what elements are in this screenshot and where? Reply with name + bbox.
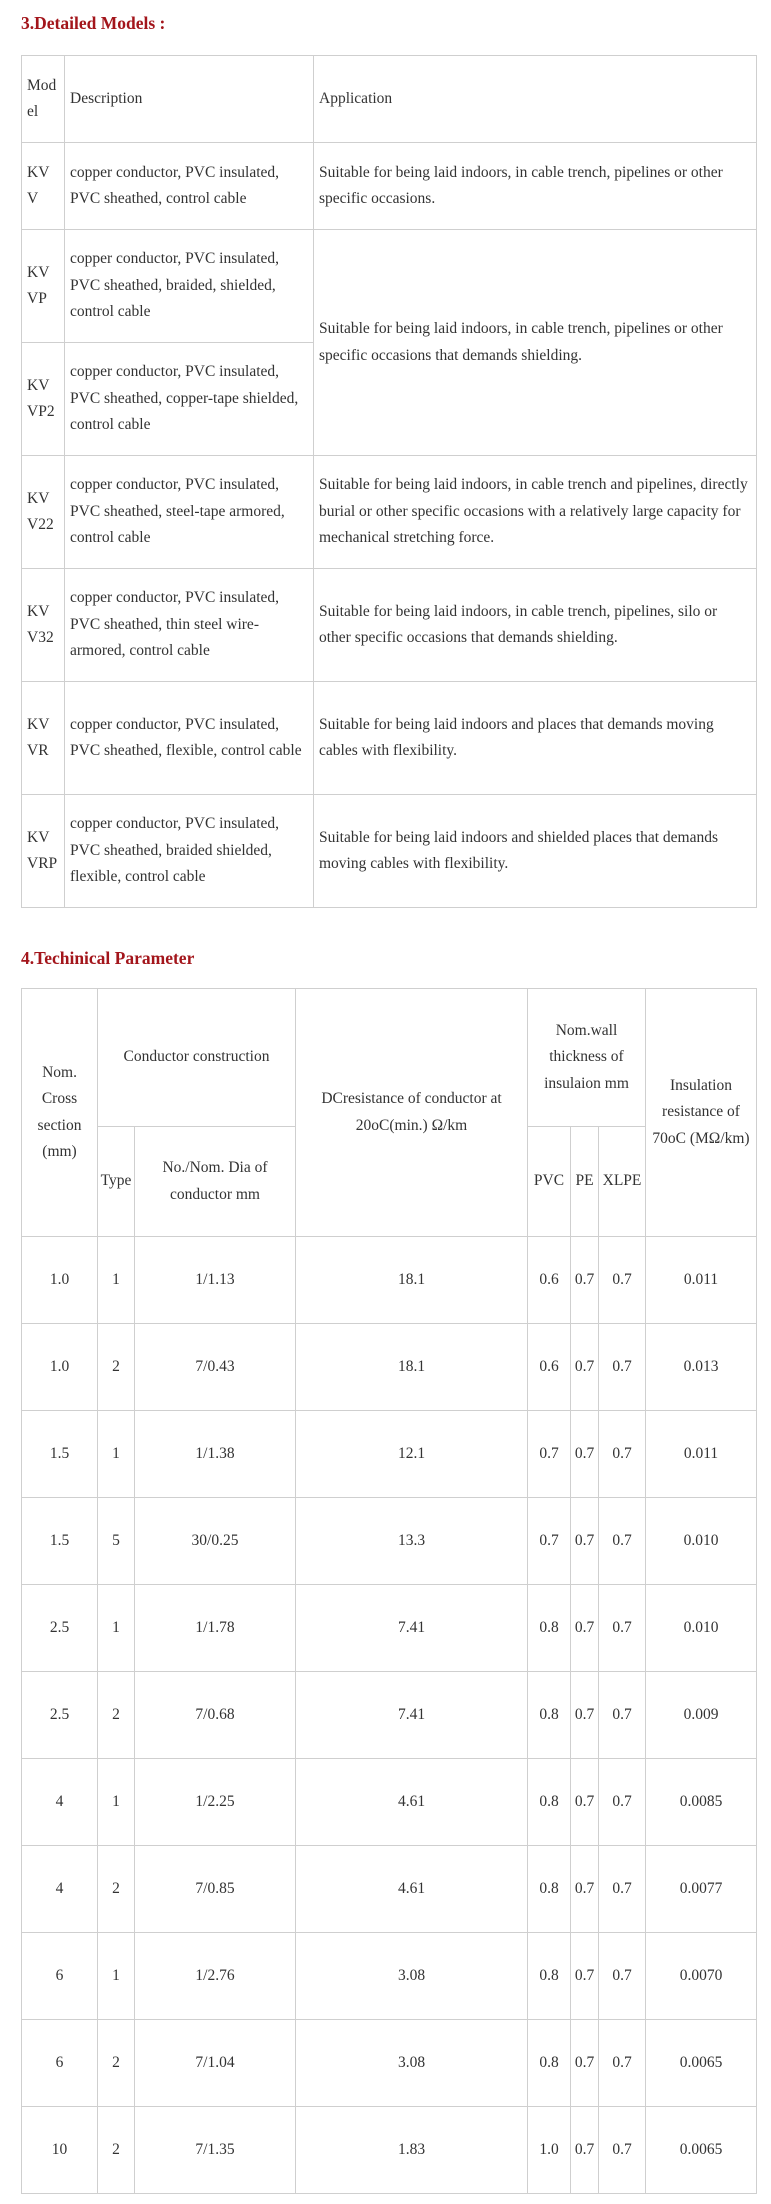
section-cell: 2.5 xyxy=(22,1672,98,1759)
section-cell: 1.0 xyxy=(22,1237,98,1324)
table-header-row xyxy=(22,56,757,143)
description-cell: copper conductor, PVC insulated, PVC sheathed, braided shielded, flexible, control cable xyxy=(65,795,314,908)
table-row xyxy=(22,1324,757,1411)
table-row xyxy=(22,1672,757,1759)
model-cell: KVVR xyxy=(22,682,65,795)
xlpe-header: XLPE xyxy=(599,1127,646,1237)
section-cell: 4 xyxy=(22,1759,98,1846)
type-cell: 1 xyxy=(98,1759,135,1846)
dia-header: No./Nom. Dia of conductor mm xyxy=(135,1127,296,1237)
pe-cell: 0.7 xyxy=(571,1324,599,1411)
dc-cell: 3.08 xyxy=(296,1933,528,2020)
conductor-header: Conductor construction xyxy=(98,989,296,1127)
xlpe-cell: 0.7 xyxy=(599,1411,646,1498)
description-header: Description xyxy=(65,56,314,143)
table-row xyxy=(22,2107,757,2194)
xlpe-cell: 0.7 xyxy=(599,1237,646,1324)
dc-cell: 3.08 xyxy=(296,2020,528,2107)
model-cell: KVVRP xyxy=(22,795,65,908)
pvc-cell: 0.7 xyxy=(528,1411,571,1498)
type-cell: 1 xyxy=(98,1585,135,1672)
dc-cell: 4.61 xyxy=(296,1759,528,1846)
insulation-cell: 0.0065 xyxy=(646,2020,757,2107)
dia-cell: 1/2.76 xyxy=(135,1933,296,2020)
dia-cell: 30/0.25 xyxy=(135,1498,296,1585)
model-cell: KVV32 xyxy=(22,569,65,682)
pvc-cell: 0.8 xyxy=(528,1672,571,1759)
pe-cell: 0.7 xyxy=(571,2020,599,2107)
section-cell: 4 xyxy=(22,1846,98,1933)
pvc-cell: 0.8 xyxy=(528,2020,571,2107)
table-row xyxy=(22,1759,757,1846)
pe-cell: 0.7 xyxy=(571,1933,599,2020)
insulation-cell: 0.011 xyxy=(646,1411,757,1498)
xlpe-cell: 0.7 xyxy=(599,1498,646,1585)
description-cell: copper conductor, PVC insulated, PVC sheathed, thin steel wire-armored, control cable xyxy=(65,569,314,682)
model-cell: KVV xyxy=(22,143,65,230)
dia-cell: 1/2.25 xyxy=(135,1759,296,1846)
application-cell: Suitable for being laid indoors, in cable trench, pipelines, silo or other specific occasions that demands shielding. xyxy=(314,569,757,682)
xlpe-cell: 0.7 xyxy=(599,1933,646,2020)
model-cell: KVVP2 xyxy=(22,343,65,456)
application-cell: Suitable for being laid indoors, in cable trench, pipelines or other specific occasions. xyxy=(314,143,757,230)
table-row xyxy=(22,1237,757,1324)
type-cell: 2 xyxy=(98,1324,135,1411)
xlpe-cell: 0.7 xyxy=(599,1846,646,1933)
dia-cell: 7/1.04 xyxy=(135,2020,296,2107)
xlpe-cell: 0.7 xyxy=(599,1759,646,1846)
table-row xyxy=(22,795,757,908)
section-cell: 10 xyxy=(22,2107,98,2194)
pvc-header: PVC xyxy=(528,1127,571,1237)
xlpe-cell: 0.7 xyxy=(599,1324,646,1411)
pvc-cell: 0.8 xyxy=(528,1846,571,1933)
application-cell: Suitable for being laid indoors, in cable trench, pipelines or other specific occasions that demands shielding. xyxy=(314,230,757,456)
cross-section-header: Nom. Cross section (mm) xyxy=(22,989,98,1237)
pe-cell: 0.7 xyxy=(571,2107,599,2194)
insulation-cell: 0.010 xyxy=(646,1498,757,1585)
pvc-cell: 0.6 xyxy=(528,1324,571,1411)
pe-cell: 0.7 xyxy=(571,1498,599,1585)
dia-cell: 7/0.43 xyxy=(135,1324,296,1411)
description-cell: copper conductor, PVC insulated, PVC sheathed, flexible, control cable xyxy=(65,682,314,795)
pvc-cell: 0.6 xyxy=(528,1237,571,1324)
type-cell: 2 xyxy=(98,1672,135,1759)
type-cell: 5 xyxy=(98,1498,135,1585)
dia-cell: 1/1.13 xyxy=(135,1237,296,1324)
type-header: Type xyxy=(98,1127,135,1237)
technical-parameter-table xyxy=(21,988,757,2194)
table-row xyxy=(22,143,757,230)
dc-cell: 18.1 xyxy=(296,1324,528,1411)
application-cell: Suitable for being laid indoors and shielded places that demands moving cables with flexibility. xyxy=(314,795,757,908)
section-cell: 1.5 xyxy=(22,1411,98,1498)
dc-resistance-header: DCresistance of conductor at 20oC(min.) Ω/km xyxy=(296,989,528,1237)
table-row xyxy=(22,456,757,569)
xlpe-cell: 0.7 xyxy=(599,1672,646,1759)
description-cell: copper conductor, PVC insulated, PVC sheathed, steel-tape armored, control cable xyxy=(65,456,314,569)
description-cell: copper conductor, PVC insulated, PVC sheathed, control cable xyxy=(65,143,314,230)
pe-cell: 0.7 xyxy=(571,1237,599,1324)
dc-cell: 12.1 xyxy=(296,1411,528,1498)
insulation-cell: 0.010 xyxy=(646,1585,757,1672)
insulation-cell: 0.0077 xyxy=(646,1846,757,1933)
detailed-models-table xyxy=(21,55,757,908)
section-cell: 2.5 xyxy=(22,1585,98,1672)
dc-cell: 13.3 xyxy=(296,1498,528,1585)
xlpe-cell: 0.7 xyxy=(599,2107,646,2194)
type-cell: 2 xyxy=(98,1846,135,1933)
pe-cell: 0.7 xyxy=(571,1672,599,1759)
table-row xyxy=(22,1585,757,1672)
table-row xyxy=(22,1933,757,2020)
application-cell: Suitable for being laid indoors, in cable trench and pipelines, directly burial or other specific occasions with a relatively large capacity for mechanical stretching force. xyxy=(314,456,757,569)
type-cell: 1 xyxy=(98,1933,135,2020)
insulation-cell: 0.011 xyxy=(646,1237,757,1324)
dc-cell: 7.41 xyxy=(296,1672,528,1759)
table-row xyxy=(22,1498,757,1585)
model-header: Model xyxy=(22,56,65,143)
pvc-cell: 0.7 xyxy=(528,1498,571,1585)
insulation-cell: 0.013 xyxy=(646,1324,757,1411)
insulation-cell: 0.0065 xyxy=(646,2107,757,2194)
dia-cell: 7/0.68 xyxy=(135,1672,296,1759)
pvc-cell: 0.8 xyxy=(528,1585,571,1672)
insulation-resistance-header: Insulation resistance of 70oC (MΩ/km) xyxy=(646,989,757,1237)
section-4-heading: 4.Techinical Parameter xyxy=(21,948,195,968)
dc-cell: 7.41 xyxy=(296,1585,528,1672)
section-3-heading: 3.Detailed Models : xyxy=(21,13,166,33)
pe-cell: 0.7 xyxy=(571,1411,599,1498)
model-cell: KVV22 xyxy=(22,456,65,569)
application-cell: Suitable for being laid indoors and places that demands moving cables with flexibility. xyxy=(314,682,757,795)
dc-cell: 1.83 xyxy=(296,2107,528,2194)
type-cell: 1 xyxy=(98,1411,135,1498)
xlpe-cell: 0.7 xyxy=(599,1585,646,1672)
dc-cell: 18.1 xyxy=(296,1237,528,1324)
wall-thickness-header: Nom.wall thickness of insulaion mm xyxy=(528,989,646,1127)
xlpe-cell: 0.7 xyxy=(599,2020,646,2107)
type-cell: 1 xyxy=(98,1237,135,1324)
section-cell: 1.5 xyxy=(22,1498,98,1585)
table-header-row xyxy=(22,989,757,1127)
description-cell: copper conductor, PVC insulated, PVC sheathed, copper-tape shielded, control cable xyxy=(65,343,314,456)
section-cell: 6 xyxy=(22,1933,98,2020)
application-header: Application xyxy=(314,56,757,143)
table-row xyxy=(22,2020,757,2107)
pe-cell: 0.7 xyxy=(571,1846,599,1933)
table-row xyxy=(22,1846,757,1933)
pe-cell: 0.7 xyxy=(571,1585,599,1672)
pvc-cell: 0.8 xyxy=(528,1759,571,1846)
table-row xyxy=(22,682,757,795)
table-row xyxy=(22,230,757,343)
dc-cell: 4.61 xyxy=(296,1846,528,1933)
dia-cell: 1/1.38 xyxy=(135,1411,296,1498)
dia-cell: 1/1.78 xyxy=(135,1585,296,1672)
table-row xyxy=(22,569,757,682)
insulation-cell: 0.0085 xyxy=(646,1759,757,1846)
dia-cell: 7/1.35 xyxy=(135,2107,296,2194)
model-cell: KVVP xyxy=(22,230,65,343)
type-cell: 2 xyxy=(98,2020,135,2107)
pe-header: PE xyxy=(571,1127,599,1237)
insulation-cell: 0.0070 xyxy=(646,1933,757,2020)
section-cell: 1.0 xyxy=(22,1324,98,1411)
table-row xyxy=(22,1411,757,1498)
pvc-cell: 0.8 xyxy=(528,1933,571,2020)
pe-cell: 0.7 xyxy=(571,1759,599,1846)
dia-cell: 7/0.85 xyxy=(135,1846,296,1933)
pvc-cell: 1.0 xyxy=(528,2107,571,2194)
type-cell: 2 xyxy=(98,2107,135,2194)
description-cell: copper conductor, PVC insulated, PVC sheathed, braided, shielded, control cable xyxy=(65,230,314,343)
section-cell: 6 xyxy=(22,2020,98,2107)
insulation-cell: 0.009 xyxy=(646,1672,757,1759)
